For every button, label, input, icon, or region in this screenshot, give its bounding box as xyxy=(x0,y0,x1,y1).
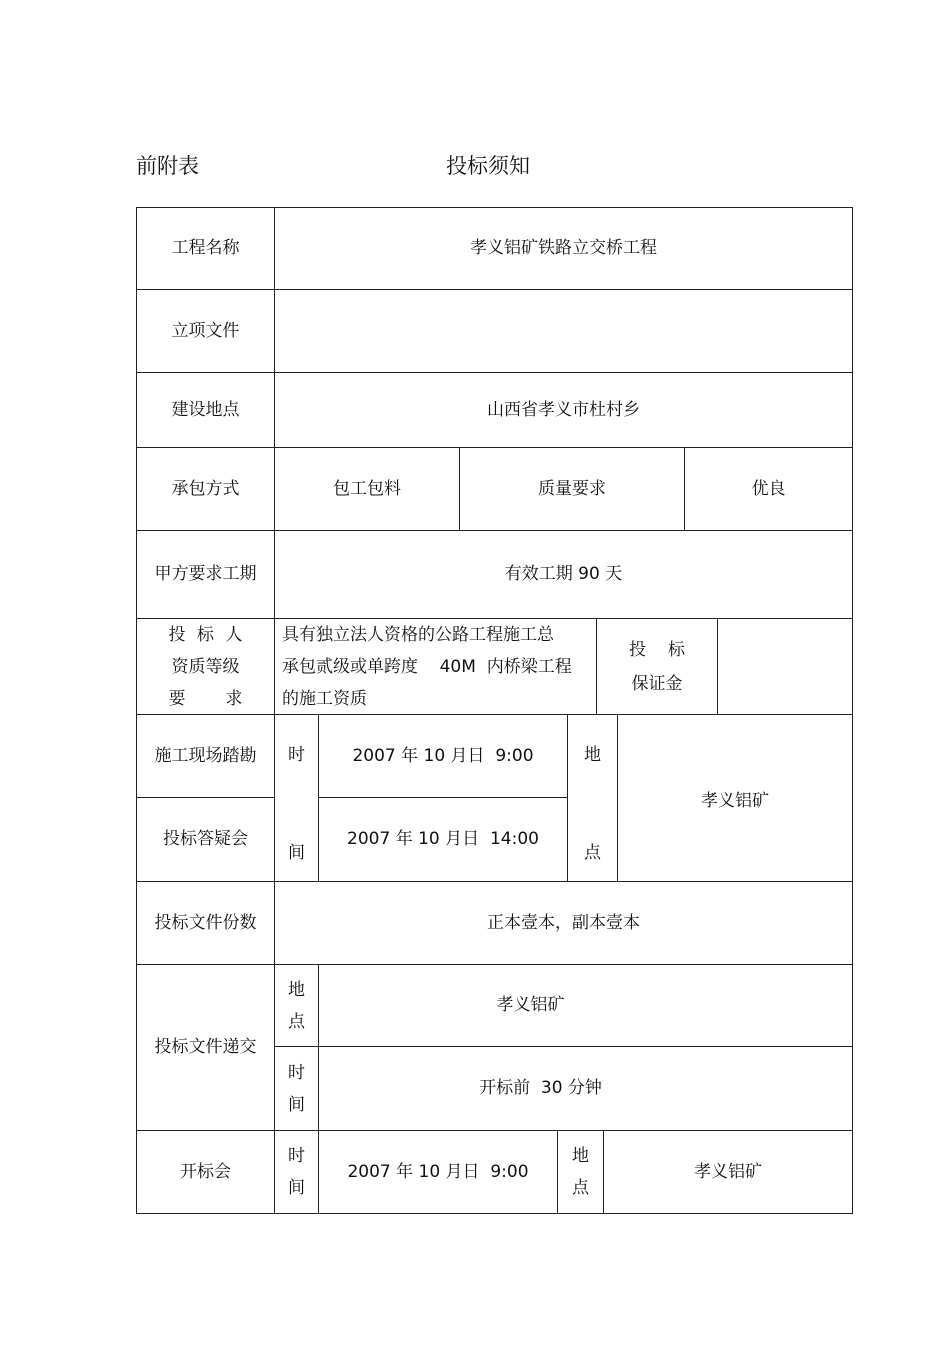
deposit-label-char: 投 xyxy=(629,639,646,660)
project-name-label: 工程名称 xyxy=(171,238,240,259)
site-label: 建设地点 xyxy=(171,399,240,420)
quality-label: 质量要求 xyxy=(538,478,606,499)
opening-label: 开标会 xyxy=(180,1161,231,1182)
project-name-value: 孝义铝矿铁路立交桥工程 xyxy=(470,238,657,259)
opening-place-value: 孝义铝矿 xyxy=(694,1161,762,1182)
site-value: 山西省孝义市杜村乡 xyxy=(487,399,640,420)
time-label-bottom: 间 xyxy=(288,843,305,863)
qualification-label-char: 标 xyxy=(197,624,214,645)
opening-time-char: 间 xyxy=(288,1178,305,1198)
site-visit-time: 2007 年 10 月日 9:00 xyxy=(352,745,534,766)
site-visit-place xyxy=(618,715,852,881)
submission-place-char: 地 xyxy=(288,979,305,1000)
copies-label: 投标文件份数 xyxy=(154,912,257,933)
opening-place-char: 点 xyxy=(572,1178,589,1198)
submission-label: 投标文件递交 xyxy=(154,1037,257,1058)
contract-label: 承包方式 xyxy=(171,478,240,499)
deposit-label xyxy=(597,619,717,714)
submission-time-label xyxy=(275,1047,318,1130)
qualification-line: 承包贰级或单跨度 40M 内桥梁工程 xyxy=(282,657,572,677)
submission-time-char: 时 xyxy=(288,1062,305,1083)
page-title: 投标须知 xyxy=(446,154,530,178)
submission-place-char: 点 xyxy=(288,1011,305,1032)
qa-meeting-time: 2007 年 10 月日 14:00 xyxy=(347,829,539,850)
deposit-value xyxy=(718,619,852,714)
qualification-value xyxy=(282,619,594,714)
time-label-top: 时 xyxy=(288,745,305,765)
page-label-left: 前附表 xyxy=(136,154,199,178)
opening-time-label xyxy=(275,1131,318,1213)
qualification-label-char: 投 xyxy=(168,624,186,645)
site-visit-place-text: 孝义铝矿 xyxy=(701,791,769,811)
place-label-top: 地 xyxy=(584,745,601,765)
approval-doc-value xyxy=(275,290,852,372)
qa-meeting-label: 投标答疑会 xyxy=(163,829,248,850)
opening-time-char: 时 xyxy=(288,1146,305,1166)
quality-value: 优良 xyxy=(751,478,786,499)
opening-time-value: 2007 年 10 月日 9:00 xyxy=(347,1161,529,1182)
qualification-label-char: 要 xyxy=(168,688,186,709)
duration-value: 有效工期 90 天 xyxy=(504,564,623,585)
qualification-line: 具有独立法人资格的公路工程施工总 xyxy=(282,625,554,645)
submission-place-label xyxy=(275,965,318,1046)
qualification-line: 的施工资质 xyxy=(282,689,367,709)
deposit-label-char: 标 xyxy=(668,639,685,660)
approval-doc-label: 立项文件 xyxy=(171,320,240,341)
duration-label: 甲方要求工期 xyxy=(154,564,257,585)
opening-place-label xyxy=(558,1131,603,1213)
qualification-label-char: 求 xyxy=(225,688,243,709)
copies-value: 正本壹本，副本壹本 xyxy=(487,912,640,933)
opening-place-char: 地 xyxy=(572,1146,589,1166)
deposit-label-line: 保证金 xyxy=(631,673,683,694)
qualification-label xyxy=(137,619,274,714)
qualification-label-line: 资质等级 xyxy=(171,656,240,677)
qualification-label-char: 人 xyxy=(225,624,243,645)
submission-time-char: 间 xyxy=(288,1094,305,1115)
site-visit-label: 施工现场踏勘 xyxy=(154,745,257,766)
place-label-bottom: 点 xyxy=(584,843,601,863)
submission-time-value: 开标前 30 分钟 xyxy=(479,1078,602,1099)
submission-place-value: 孝义铝矿 xyxy=(496,995,565,1016)
contract-value: 包工包料 xyxy=(333,478,401,499)
